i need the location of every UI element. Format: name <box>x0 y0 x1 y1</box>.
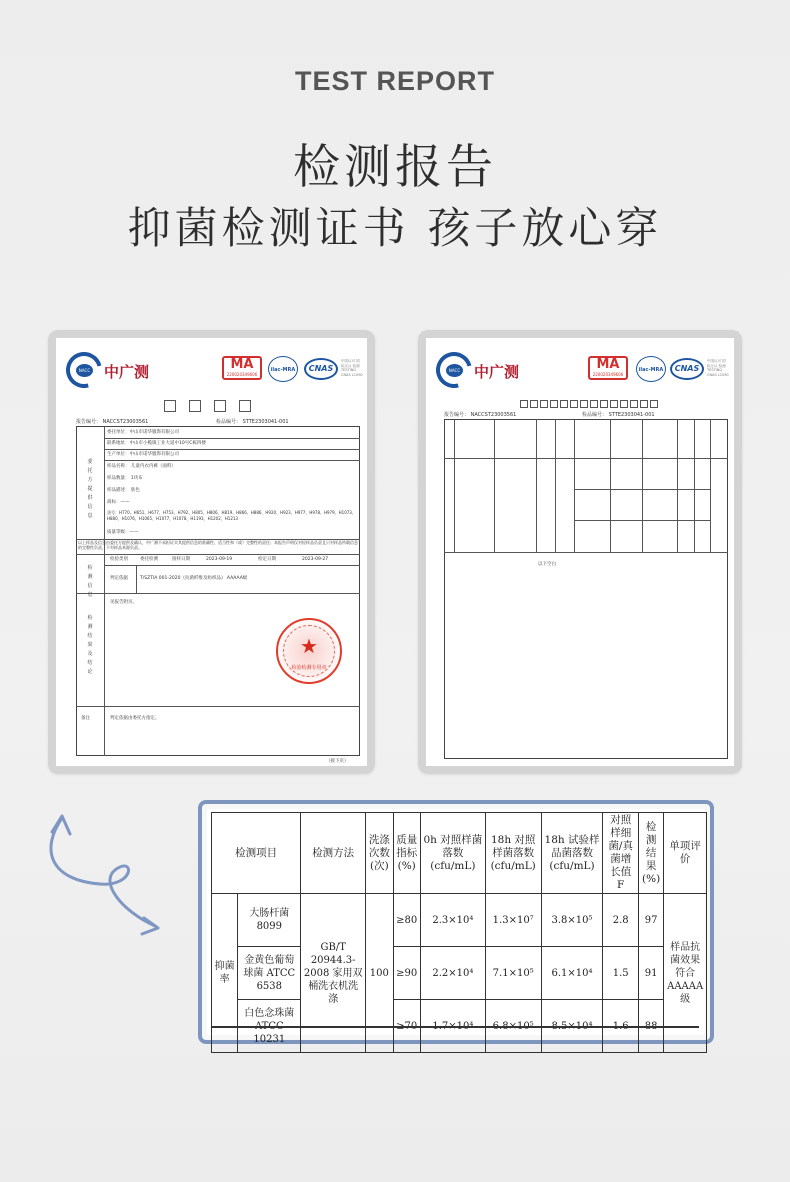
cnas-caption: 中国认可 国际互认 检测 TESTING CNAS L1090 <box>341 359 363 377</box>
header-test-item: 检测项目 <box>212 813 301 894</box>
chinese-subtitle: 抑菌检测证书 孩子放心穿 <box>127 204 663 254</box>
checkbox-row <box>520 400 658 408</box>
h0-cell: 2.3×10⁴ <box>420 894 485 947</box>
f-cell: 1.6 <box>603 1000 639 1053</box>
english-title: TEST REPORT <box>294 66 495 96</box>
test-type-label: 检验类别 <box>110 557 128 562</box>
result-cell: 91 <box>638 947 663 1000</box>
h18-control-cell: 7.1×10⁵ <box>485 947 541 1000</box>
strain-cell: 大肠杆菌 8099 <box>238 894 301 947</box>
wash-times-cell: 100 <box>366 894 393 1053</box>
strain-cell: 白色念珠菌 ATCC 10231 <box>238 1000 301 1053</box>
header-test-method: 检测方法 <box>301 813 366 894</box>
logo-row-right <box>436 350 729 390</box>
strain-cell: 金黄色葡萄球菌 ATCC 6538 <box>238 947 301 1000</box>
ma-mark-icon: MA 220020349606 <box>222 356 262 380</box>
ilac-mra-icon: ilac-MRA <box>636 356 666 382</box>
receive-date: 2023-09-19 <box>206 557 233 562</box>
chinese-title: 检测报告 <box>293 140 497 195</box>
cnas-icon: CNAS <box>670 358 704 380</box>
h0-cell: 2.2×10⁴ <box>420 947 485 1000</box>
antibacterial-result-table <box>211 812 707 1053</box>
remark: 判定依据由委托方指定。 <box>110 716 160 721</box>
sample-description: 样品描述： 肤色 <box>107 488 140 493</box>
result-cell: 97 <box>638 894 663 947</box>
brand-badge: NACC <box>446 364 463 377</box>
report-page-left <box>48 330 375 774</box>
h18-sample-cell: 3.8×10⁵ <box>541 894 603 947</box>
h18-control-cell: 1.3×10⁷ <box>485 894 541 947</box>
cnas-caption: 中国认可 国际互认 检测 TESTING CNAS L1090 <box>707 359 729 377</box>
h18-control-cell: 6.8×10⁵ <box>485 1000 541 1053</box>
standard: T/SZTIA 001-2020《抗菌纤维及纺织品》 AAAAA级 <box>140 576 248 581</box>
report-number: 报告编号： NACCST23003561 <box>76 419 149 425</box>
header-0h-control: 0h 对照样菌落数(cfu/mL) <box>420 813 485 894</box>
sample-quantity: 样品数量： 1块布 <box>107 476 143 481</box>
index-cell: ≥70 <box>393 1000 420 1053</box>
report-sheet-left <box>56 338 367 766</box>
checkbox-row <box>164 400 251 412</box>
method-cell: GB/T 20944.3-2008 家用双桶洗衣机洗涤 <box>301 894 366 1053</box>
brand-name: 中广测 <box>474 363 520 381</box>
curved-arrow-icon <box>40 810 170 940</box>
report-sheet-right <box>426 338 734 766</box>
receive-date-label: 接样日期 <box>172 557 190 562</box>
check-number: 检品编号： STTE2303041-001 <box>582 412 655 418</box>
blank-note: 以下空白 <box>538 562 556 567</box>
f-cell: 1.5 <box>603 947 639 1000</box>
brand-badge: NACC <box>76 364 93 377</box>
entrust-section-label: 委托方提供信息 <box>87 459 93 519</box>
report-page-right <box>418 330 742 774</box>
header-result: 检测结果(%) <box>638 813 663 894</box>
producer: 生产单位：中山市诺华服饰有限公司 <box>107 452 179 457</box>
ma-mark-icon: MA 220020349606 <box>588 356 628 380</box>
cnas-icon: CNAS <box>304 358 338 380</box>
test-section-label: 检测信息 <box>87 565 93 598</box>
model-numbers: 货号：H770、H651、H677、H753、H792、H805、H806、H819、H866、H886、H920、H923、H977、H978、H979、H1073、H880、H1076、H1065、H1077、H1078、H1193、H1202、H1213 <box>107 510 356 521</box>
header-evaluation: 单项评价 <box>664 813 707 894</box>
header-growth-f: 对照样细菌/真菌增长值 F <box>603 813 639 894</box>
official-seal-icon: ★ 检验检测专用章 <box>276 618 342 684</box>
quality-grade: 质量等级：—— <box>107 530 139 535</box>
entrust-unit: 委托单位：中山市诺华服饰有限公司 <box>107 430 179 435</box>
remark-label: 备注 <box>81 716 90 721</box>
contact-address: 联系地址：中山市小榄镇工业大道中10号C栋四楼 <box>107 441 206 446</box>
category-cell: 抑菌率 <box>212 894 238 1053</box>
table-row <box>212 894 707 947</box>
index-cell: ≥80 <box>393 894 420 947</box>
h0-cell: 1.7×10⁴ <box>420 1000 485 1053</box>
standard-label: 判定依据 <box>110 576 128 581</box>
evaluation-cell: 样品抗菌效果符合AAAAA级 <box>664 894 707 1053</box>
header-18h-sample: 18h 试验样品菌落数(cfu/mL) <box>541 813 603 894</box>
ilac-mra-icon: ilac-MRA <box>268 356 298 382</box>
result-section-label: 检测结果及结论 <box>87 615 93 675</box>
brand-name: 中广测 <box>104 363 150 381</box>
report-number: 报告编号： NACCST23003561 <box>444 412 517 418</box>
index-cell: ≥90 <box>393 947 420 1000</box>
finish-date: 2023-09-27 <box>302 557 329 562</box>
brand-field: 商标：—— <box>107 500 130 505</box>
table-bottom-rule <box>211 1026 699 1028</box>
result-cell: 88 <box>638 1000 663 1053</box>
logo-row <box>66 350 363 390</box>
header-quality-index: 质量指标(%) <box>393 813 420 894</box>
continue-note: （接下页） <box>326 759 349 764</box>
zoomed-result-table <box>198 800 714 1044</box>
report-frame-right <box>444 419 728 759</box>
table-row <box>212 947 707 1000</box>
sample-name: 样品名称： 儿童内衣内裤（面料） <box>107 464 176 469</box>
result-text: 见报告附页。 <box>110 600 137 605</box>
h18-sample-cell: 8.5×10⁴ <box>541 1000 603 1053</box>
finish-date-label: 检定日期 <box>258 557 276 562</box>
check-number: 检品编号： STTE2303041-001 <box>216 419 289 425</box>
disclaimer: 以上样品及信息由委托方提供及确认，中广测不承担证实其提供信息的准确性、适当性和（或）完整性的责任；本报告声明仅对检样品负责且只对样品所载信息的完整性负责，不对样品来源负责。 <box>78 540 358 550</box>
h18-sample-cell: 6.1×10⁴ <box>541 947 603 1000</box>
f-cell: 2.8 <box>603 894 639 947</box>
header-18h-control: 18h 对照样菌落数(cfu/mL) <box>485 813 541 894</box>
header-wash-times: 洗涤次数(次) <box>366 813 393 894</box>
test-type: 委托检测 <box>140 557 158 562</box>
